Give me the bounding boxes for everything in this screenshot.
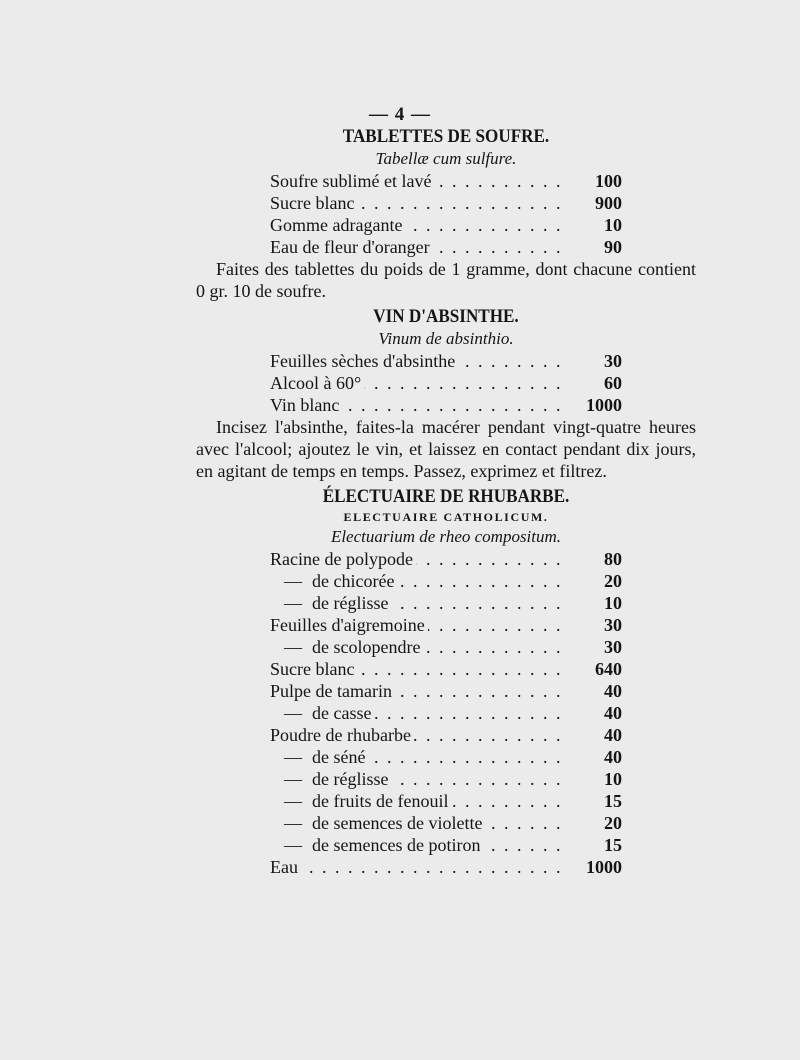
- latin-title-tablettes: Tabellæ cum sulfure.: [375, 149, 517, 168]
- ingredient-row: [196, 394, 696, 416]
- ingredient-name: [270, 769, 391, 789]
- ingredient-text: Eau: [270, 857, 298, 877]
- ingredient-text: de réglisse: [312, 593, 389, 613]
- ingredient-text: Sucre blanc: [270, 659, 355, 679]
- ingredient-row: [196, 592, 696, 614]
- ingredient-row: [196, 768, 696, 790]
- ingredient-row: [196, 834, 696, 856]
- ingredient-name: [270, 857, 301, 877]
- ingredient-qty: 60: [604, 373, 622, 393]
- latin-title-electuaire: Electuarium de rheo compositum.: [330, 527, 562, 546]
- ingredient-list: [196, 548, 696, 878]
- ingredient-row: [196, 570, 696, 592]
- ingredient-name: Sucre blanc: [270, 193, 357, 213]
- ingredient-name: [270, 813, 485, 833]
- ingredient-name: [270, 549, 416, 569]
- ingredient-qty: 40: [604, 747, 622, 767]
- ingredient-row: [196, 636, 696, 658]
- ingredient-name: [270, 659, 357, 679]
- ingredient-qty: 30: [604, 615, 622, 635]
- ingredient-text: de réglisse: [312, 769, 389, 789]
- ingredient-row: [196, 170, 696, 192]
- ingredient-name: [270, 835, 483, 855]
- page-number: — 4 —: [369, 104, 431, 125]
- ingredient-text: Poudre de rhubarbe: [270, 725, 411, 745]
- ingredient-row: [196, 812, 696, 834]
- ingredient-row: [196, 548, 696, 570]
- ingredient-qty: 40: [604, 703, 622, 723]
- ingredient-name: [270, 681, 395, 701]
- ingredient-qty: 1000: [586, 395, 622, 415]
- ingredient-qty: 30: [604, 351, 622, 371]
- ingredient-text: de casse: [312, 703, 372, 723]
- ingredient-text: de semences de violette: [312, 813, 483, 833]
- ditto-dash: —: [284, 769, 302, 789]
- ingredient-qty: 1000: [586, 857, 622, 877]
- ingredient-name: Soufre sublimé et lavé: [270, 171, 434, 191]
- ingredient-name: [270, 571, 397, 591]
- ingredient-qty: 40: [604, 681, 622, 701]
- ingredient-name: Vin blanc: [270, 395, 342, 415]
- ingredient-name: [270, 703, 374, 723]
- latin-title-vin: Vinum de absinthio.: [378, 329, 514, 348]
- ditto-dash: —: [284, 703, 302, 723]
- ingredient-text: Racine de polypode: [270, 549, 413, 569]
- alt-title-electuaire: ELECTUAIRE CATHOLICUM.: [343, 510, 549, 524]
- ingredient-qty: 900: [595, 193, 622, 213]
- ingredient-row: [196, 746, 696, 768]
- section-title-vin: VIN D'ABSINTHE.: [373, 306, 519, 327]
- instructions-vin: Incisez l'absinthe, faites-la macérer pendant vingt-quatre heures avec l'alcool; ajoutez le vin, et laissez en contact pendant dix jours, en agitant de temps en temps. Passez, exprimez et filtrez.: [196, 417, 696, 481]
- ingredient-row: [196, 724, 696, 746]
- ingredient-row: [196, 658, 696, 680]
- ingredient-qty: 90: [604, 237, 622, 257]
- ingredient-row: [196, 192, 696, 214]
- ingredient-qty: 10: [604, 593, 622, 613]
- ingredient-name: Alcool à 60°: [270, 373, 364, 393]
- section-title-electuaire: ÉLECTUAIRE DE RHUBARBE.: [322, 486, 570, 507]
- ingredient-text: de scolopendre: [312, 637, 421, 657]
- ingredient-name: [270, 615, 428, 635]
- ingredient-row: [196, 214, 696, 236]
- ingredient-row: [196, 372, 696, 394]
- ingredient-qty: 40: [604, 725, 622, 745]
- ingredient-name: [270, 747, 368, 767]
- ingredient-row: [196, 350, 696, 372]
- instructions-tablettes: Faites des tablettes du poids de 1 gramme, dont chacune contient 0 gr. 10 de soufre.: [196, 259, 696, 301]
- section-title-tablettes: TABLETTES DE SOUFRE.: [342, 126, 550, 147]
- ingredient-text: de fruits de fenouil: [312, 791, 449, 811]
- ingredient-row: [196, 236, 696, 258]
- ingredient-qty: 15: [604, 791, 622, 811]
- ingredient-name: [270, 637, 423, 657]
- ingredient-row: [196, 790, 696, 812]
- ingredient-qty: 100: [595, 171, 622, 191]
- ingredient-text: de chicorée: [312, 571, 395, 591]
- ditto-dash: —: [284, 593, 302, 613]
- page-content: [196, 126, 696, 878]
- ingredient-text: Feuilles d'aigremoine: [270, 615, 425, 635]
- ditto-dash: —: [284, 637, 302, 657]
- ingredient-row: [196, 702, 696, 724]
- ingredient-row: [196, 680, 696, 702]
- ingredient-row: [196, 856, 696, 878]
- ditto-dash: —: [284, 835, 302, 855]
- ingredient-name: [270, 725, 414, 745]
- ingredient-name: [270, 593, 391, 613]
- ingredient-qty: 640: [595, 659, 622, 679]
- ditto-dash: —: [284, 813, 302, 833]
- ditto-dash: —: [284, 747, 302, 767]
- ingredient-qty: 20: [604, 571, 622, 591]
- ingredient-qty: 10: [604, 769, 622, 789]
- ingredient-name: Gomme adragante: [270, 215, 405, 235]
- ingredient-text: de séné: [312, 747, 366, 767]
- ingredient-name: Feuilles sèches d'absinthe: [270, 351, 458, 371]
- ingredient-qty: 80: [604, 549, 622, 569]
- ingredient-qty: 20: [604, 813, 622, 833]
- ingredient-qty: 15: [604, 835, 622, 855]
- ingredient-qty: 30: [604, 637, 622, 657]
- ingredient-qty: 10: [604, 215, 622, 235]
- ingredient-name: Eau de fleur d'oranger: [270, 237, 433, 257]
- ingredient-name: [270, 791, 451, 811]
- ingredient-row: [196, 614, 696, 636]
- ditto-dash: —: [284, 571, 302, 591]
- ingredient-text: Pulpe de tamarin: [270, 681, 392, 701]
- ingredient-text: de semences de potiron: [312, 835, 481, 855]
- ditto-dash: —: [284, 791, 302, 811]
